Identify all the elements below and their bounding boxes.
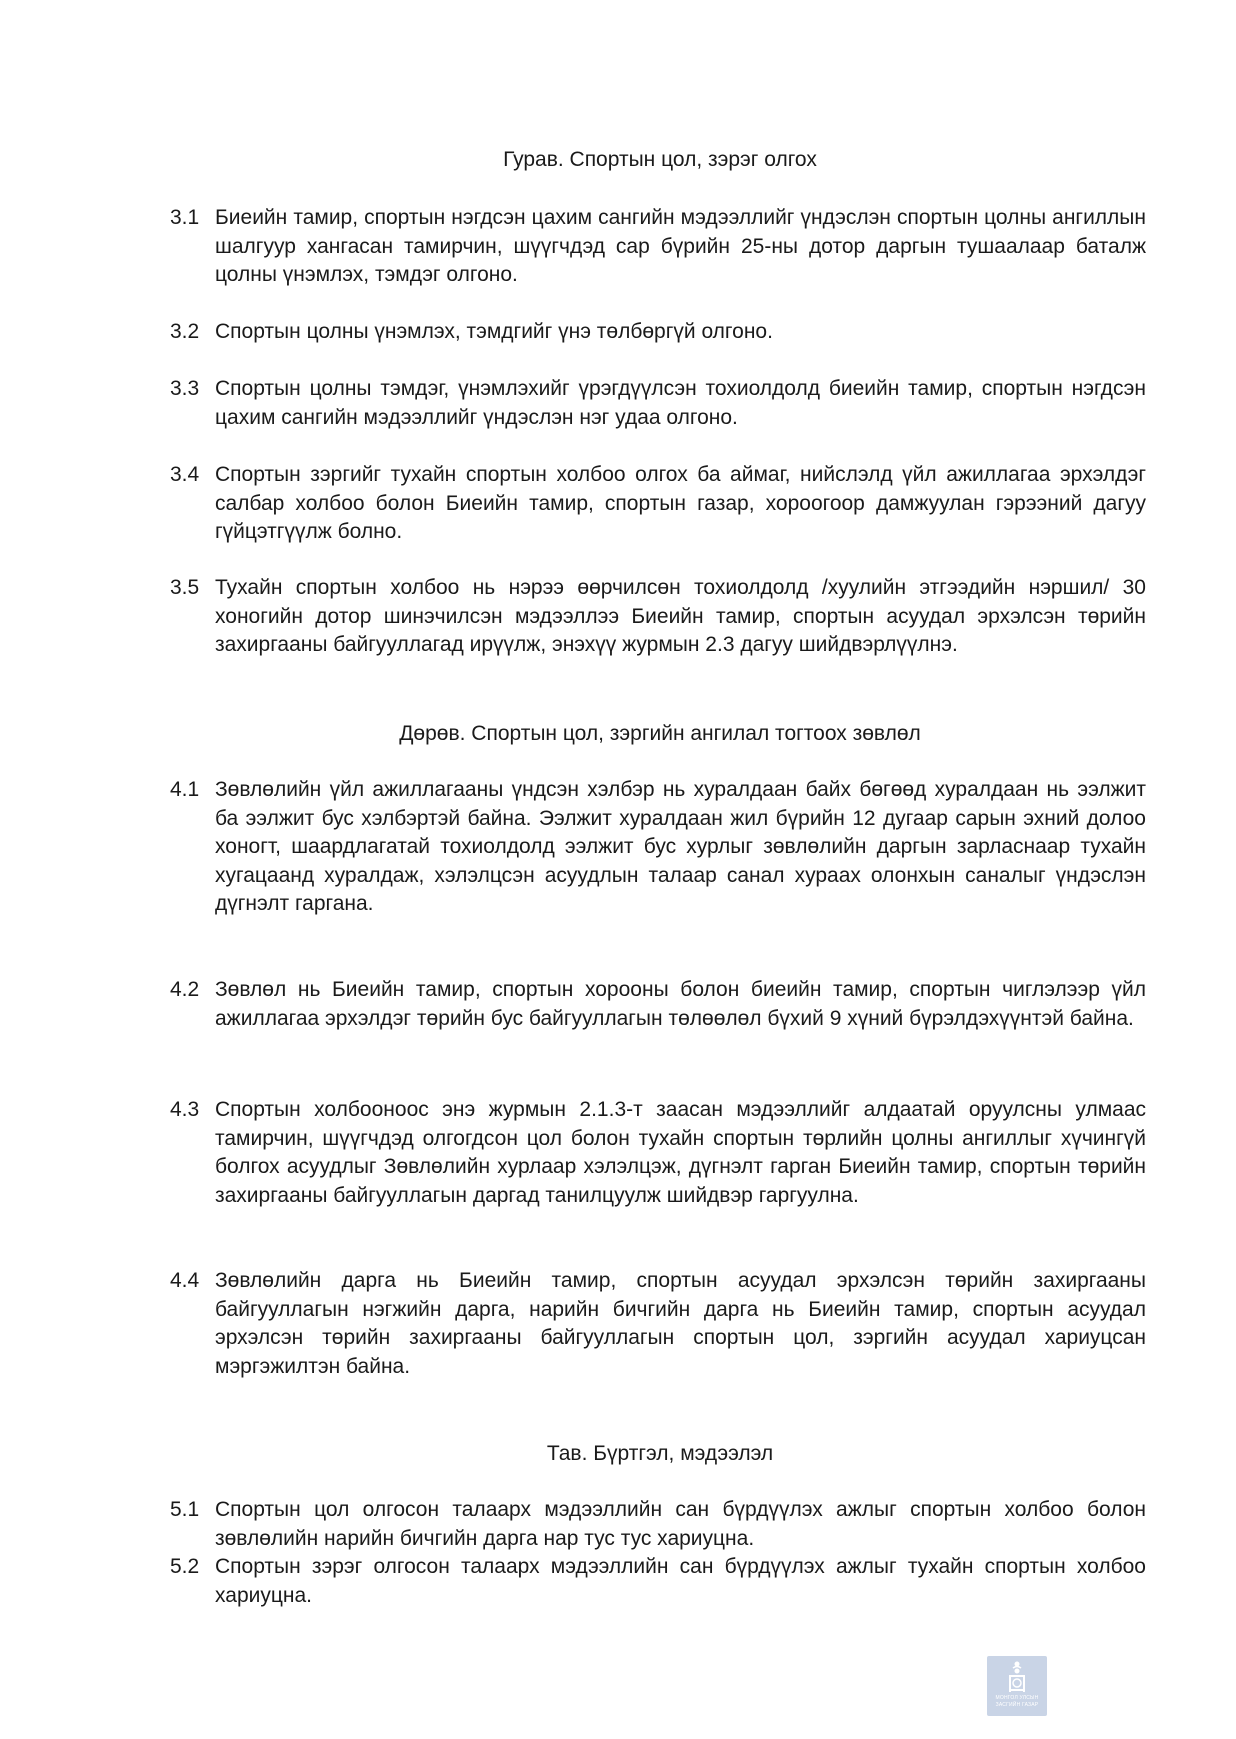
section-heading-4: Дөрөв. Спортын цол, зэргийн ангилал тогтоох зөвлөл xyxy=(399,722,921,745)
clause-5-2 xyxy=(170,1553,1146,1610)
clause-number: 3.3 xyxy=(170,377,200,400)
clause-5-1 xyxy=(170,1496,1146,1553)
clause-number: 4.4 xyxy=(170,1269,200,1292)
logo-caption-line1: МОНГОЛ УЛСЫН xyxy=(995,1695,1039,1701)
clause-text: Спортын зэргийг тухайн спортын холбоо олгох ба аймаг, нийслэлд үйл ажиллагаа эрхэлдэг салбар холбоо болон Биеийн тамир, спортын газар, хороогоор дамжуулан гэрээний дагуу гүйцэтгүүлж болно. xyxy=(215,463,1146,543)
clause-text: Тухайн спортын холбоо нь нэрээ өөрчилсөн тохиолдолд /хуулийн этгээдийн нэршил/ 30 хоногийн дотор шинэчилсэн мэдээллээ Биеийн тамир, спортын асуудал эрхэлсэн төрийн захиргааны байгууллагад ирүүлж, энэхүү журмын 2.3 дагуу шийдвэрлүүлнэ. xyxy=(215,576,1146,656)
clause-3-4 xyxy=(170,461,1146,547)
clause-text: Спортын цолны тэмдэг, үнэмлэхийг үрэгдүүлсэн тохиолдолд биеийн тамир, спортын нэгдсэн цахим сангийн мэдээллийг үндэслэн нэг удаа олгоно. xyxy=(215,377,1146,429)
clause-number: 4.2 xyxy=(170,978,200,1001)
clause-4-3 xyxy=(170,1096,1146,1210)
clause-text: Зөвлөл нь Биеийн тамир, спортын хорооны болон биеийн тамир, спортын чиглэлээр үйл ажиллагаа эрхэлдэг төрийн бус байгууллагын төлөөлөл бүхий 9 хүний бүрэлдэхүүнтэй байна. xyxy=(215,978,1146,1030)
clause-number: 4.3 xyxy=(170,1098,200,1121)
clause-number: 3.4 xyxy=(170,463,200,486)
clause-number: 4.1 xyxy=(170,778,200,801)
government-logo xyxy=(987,1656,1047,1716)
clause-number: 3.2 xyxy=(170,320,200,343)
logo-caption-line2: ЗАСГИЙН ГАЗАР xyxy=(995,1702,1039,1708)
clause-text: Биеийн тамир, спортын нэгдсэн цахим сангийн мэдээллийг үндэслэн спортын цолны ангиллын шалгуур хангасан тамирчин, шүүгчдэд сар бүрийн 25-ны дотор даргын тушаалаар баталж цолны үнэмлэх, тэмдэг олгоно. xyxy=(215,206,1146,286)
clause-text: Зөвлөлийн үйл ажиллагааны үндсэн хэлбэр нь хуралдаан байх бөгөөд хуралдаан нь ээлжит ба ээлжит бус хэлбэртэй байна. Ээлжит хуралдаан жил бүрийн 12 дугаар сарын эхний долоо хоногт, шаардлагатай тохиолдолд ээлжит бус хурлыг зөвлөлийн даргын зарласнаар тухайн хугацаанд хуралдаж, хэлэлцсэн асуудлын талаар санал хураах олонхын саналыг үндэслэн дүгнэлт гаргана. xyxy=(215,778,1146,915)
section-heading-3: Гурав. Спортын цол, зэрэг олгох xyxy=(503,148,817,171)
clause-text: Спортын цолны үнэмлэх, тэмдгийг үнэ төлбөргүй олгоно. xyxy=(215,320,773,343)
clause-3-3 xyxy=(170,375,1146,432)
soyombo-emblem-icon xyxy=(1004,1660,1030,1694)
clause-number: 3.5 xyxy=(170,576,200,599)
clause-3-2 xyxy=(170,318,1146,347)
clause-4-1 xyxy=(170,776,1146,919)
clause-3-1 xyxy=(170,204,1146,290)
clause-number: 5.2 xyxy=(170,1555,200,1578)
section-heading-5: Тав. Бүртгэл, мэдээлэл xyxy=(546,1442,774,1465)
clause-text: Спортын зэрэг олгосон талаарх мэдээллийн сан бүрдүүлэх ажлыг тухайн спортын холбоо хариуцна. xyxy=(215,1555,1146,1607)
clause-text: Спортын холбооноос энэ журмын 2.1.3-т заасан мэдээллийг алдаатай оруулсны улмаас тамирчин, шүүгчдэд олгогдсон цол болон тухайн спортын төрлийн цолны ангиллыг хүчингүй болгох асуудлыг Зөвлөлийн хурлаар хэлэлцэж, дүгнэлт гарган Биеийн тамир, спортын төрийн захиргааны байгууллагын даргад танилцуулж шийдвэр гаргуулна. xyxy=(215,1098,1146,1207)
clause-3-5 xyxy=(170,574,1146,660)
clause-4-4 xyxy=(170,1267,1146,1381)
clause-number: 5.1 xyxy=(170,1498,200,1521)
clause-text: Зөвлөлийн дарга нь Биеийн тамир, спортын асуудал эрхэлсэн төрийн захиргааны байгууллагын нэгжийн дарга, нарийн бичгийн дарга нь Биеийн тамир, спортын асуудал эрхэлсэн төрийн захиргааны байгууллагын спортын цол, зэргийн асуудал хариуцсан мэргэжилтэн байна. xyxy=(215,1269,1146,1378)
clause-number: 3.1 xyxy=(170,206,200,229)
clause-4-2 xyxy=(170,976,1146,1033)
clause-text: Спортын цол олгосон талаарх мэдээллийн сан бүрдүүлэх ажлыг спортын холбоо болон зөвлөлийн нарийн бичгийн дарга нар тус тус хариуцна. xyxy=(215,1498,1146,1550)
